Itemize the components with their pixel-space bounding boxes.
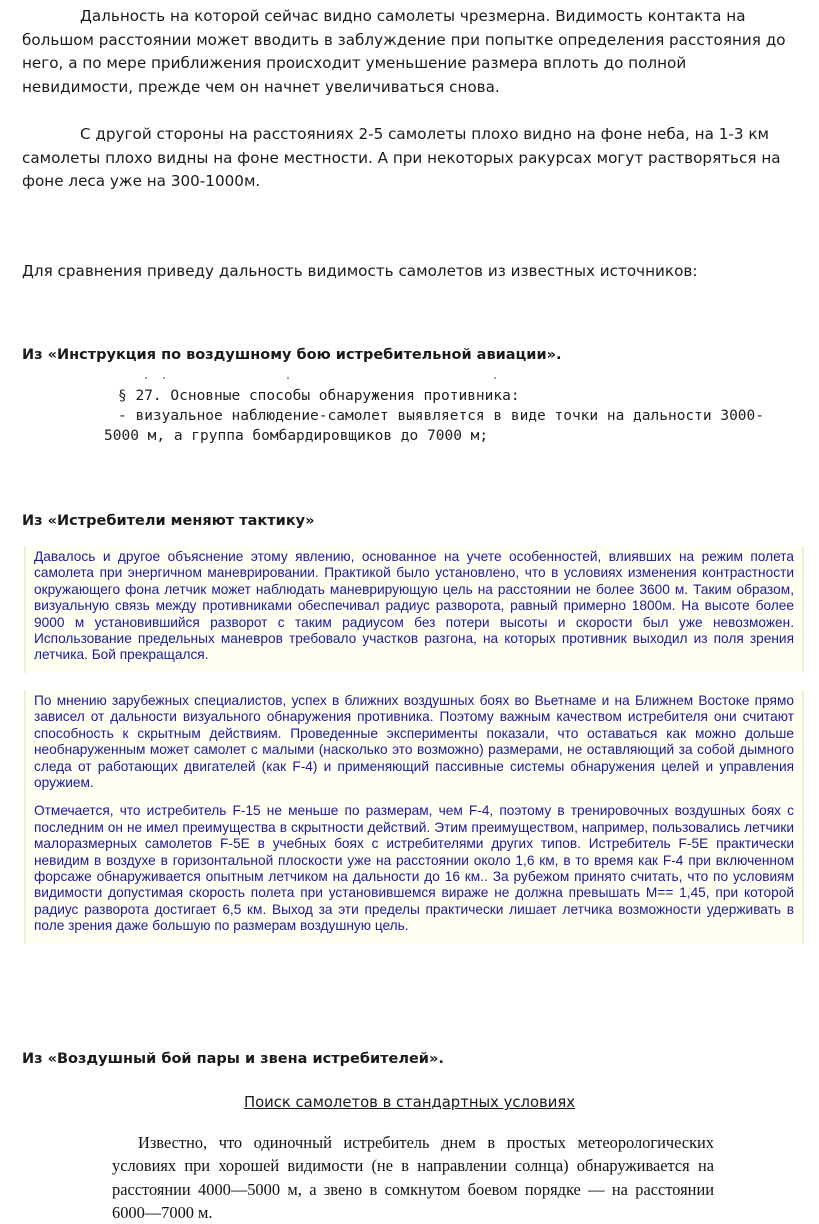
quote-box-2: [24, 690, 804, 944]
instruction-line-3: 5000 м, а группа бомбардировщиков до 7000 м;: [104, 428, 489, 444]
source-2-heading: Из «Истребители меняют тактику»: [22, 513, 315, 529]
quote-box-1: [24, 546, 804, 673]
source-3-heading: Из «Воздушный бой пары и звена истребителей».: [22, 1051, 444, 1067]
instruction-line-1: § 27. Основные способы обнаружения противника:: [118, 388, 520, 404]
comparison-line: Для сравнения приведу дальность видимость самолетов из известных источников:: [22, 262, 698, 280]
intro-paragraph-1: Дальность на которой сейчас видно самолеты чрезмерна. Видимость контакта на большом расстоянии может вводить в заблуждение при попытке определения расстояния до него, а по мере приближения происходит уменьшение размера вплоть до полной невидимости, прежде чем он начнет увеличиваться снова.: [22, 7, 786, 96]
quote-2-paragraph-1: По мнению зарубежных специалистов, успех в ближних воздушных боях во Вьетнаме и на Ближнем Востоке прямо зависел от дальности визуального обнаружения противника. Поэтому важным качеством истребителя они считают способность к скрытным действиям. Проведенные эксперименты показали, что оставаться как можно дольше необнаруженным может самолет с малыми (насколько это возможно) размерами, не оставляющий за собой дымного следа от работающих двигателей (как F-4) и применяющий пассивные системы обнаружения целей и управления оружием.: [34, 693, 794, 791]
scan-artifact-dots: [140, 376, 500, 380]
source-1-heading: Из «Инструкция по воздушному бою истребительной авиации».: [22, 347, 562, 363]
search-paragraph: Известно, что одиночный истребитель днем в простых метеорологических условиях при хорошей видимости (не в направлении солнца) обнаруживается на расстоянии 4000—5000 м, а звено в сомкнутом боевом порядке — на расстоянии 6000—7000 м.: [112, 1133, 714, 1222]
quote-1-paragraph: Давалось и другое объяснение этому явлению, основанное на учете особенностей, влиявших на режим полета самолета при энергичном маневрировании. Практикой было установлено, что в условиях изменения контрастности окружающего фона летчик может наблюдать маневрирующую цель на расстоянии не более 3600 м. Таким образом, визуальную связь между противниками обеспечивал радиус разворота, равный примерно 1800м. На высоте более 9000 м установившийся разворот с таким радиусом без потери высоты и скорости был уже невозможен. Использование предельных маневров требовало участков разгона, на которых противник выходил из поля зрения летчика. Бой прекращался.: [34, 549, 794, 663]
instruction-line-2: - визуальное наблюдение-самолет выявляется в виде точки на дальности 3000-: [118, 408, 765, 424]
quote-2-paragraph-2: Отмечается, что истребитель F-15 не меньше по размерам, чем F-4, поэтому в тренировочных воздушных боях с последним он не имел преимущества в скрытности действий. Этим преимуществом, например, пользовались летчики малоразмерных самолетов F-5E в учебных боях с истребителями других типов. Истребитель F-5E практически невидим в воздухе в горизонтальной плоскости уже на расстоянии около 1,6 км, в то время как F-4 при включенном форсаже обнаруживается опытным летчиком на дальности до 16 км.. За рубежом принято считать, что по условиям видимости допустимая скорость полета при установившемся вираже не должна превышать М== 1,45, при которой радиус разворота достигает 6,5 км. Выход за эти пределы практически лишает летчика возможности удерживать в поле зрения даже большую по размерам воздушную цель.: [34, 803, 794, 934]
intro-paragraph-2: С другой стороны на расстояниях 2-5 самолеты плохо видно на фоне неба, на 1-3 км самолеты плохо видны на фоне местности. А при некоторых ракурсах могут растворяться на фоне леса уже на 300-1000м.: [22, 125, 781, 190]
section-subheading: Поиск самолетов в стандартных условиях: [243, 1094, 576, 1111]
